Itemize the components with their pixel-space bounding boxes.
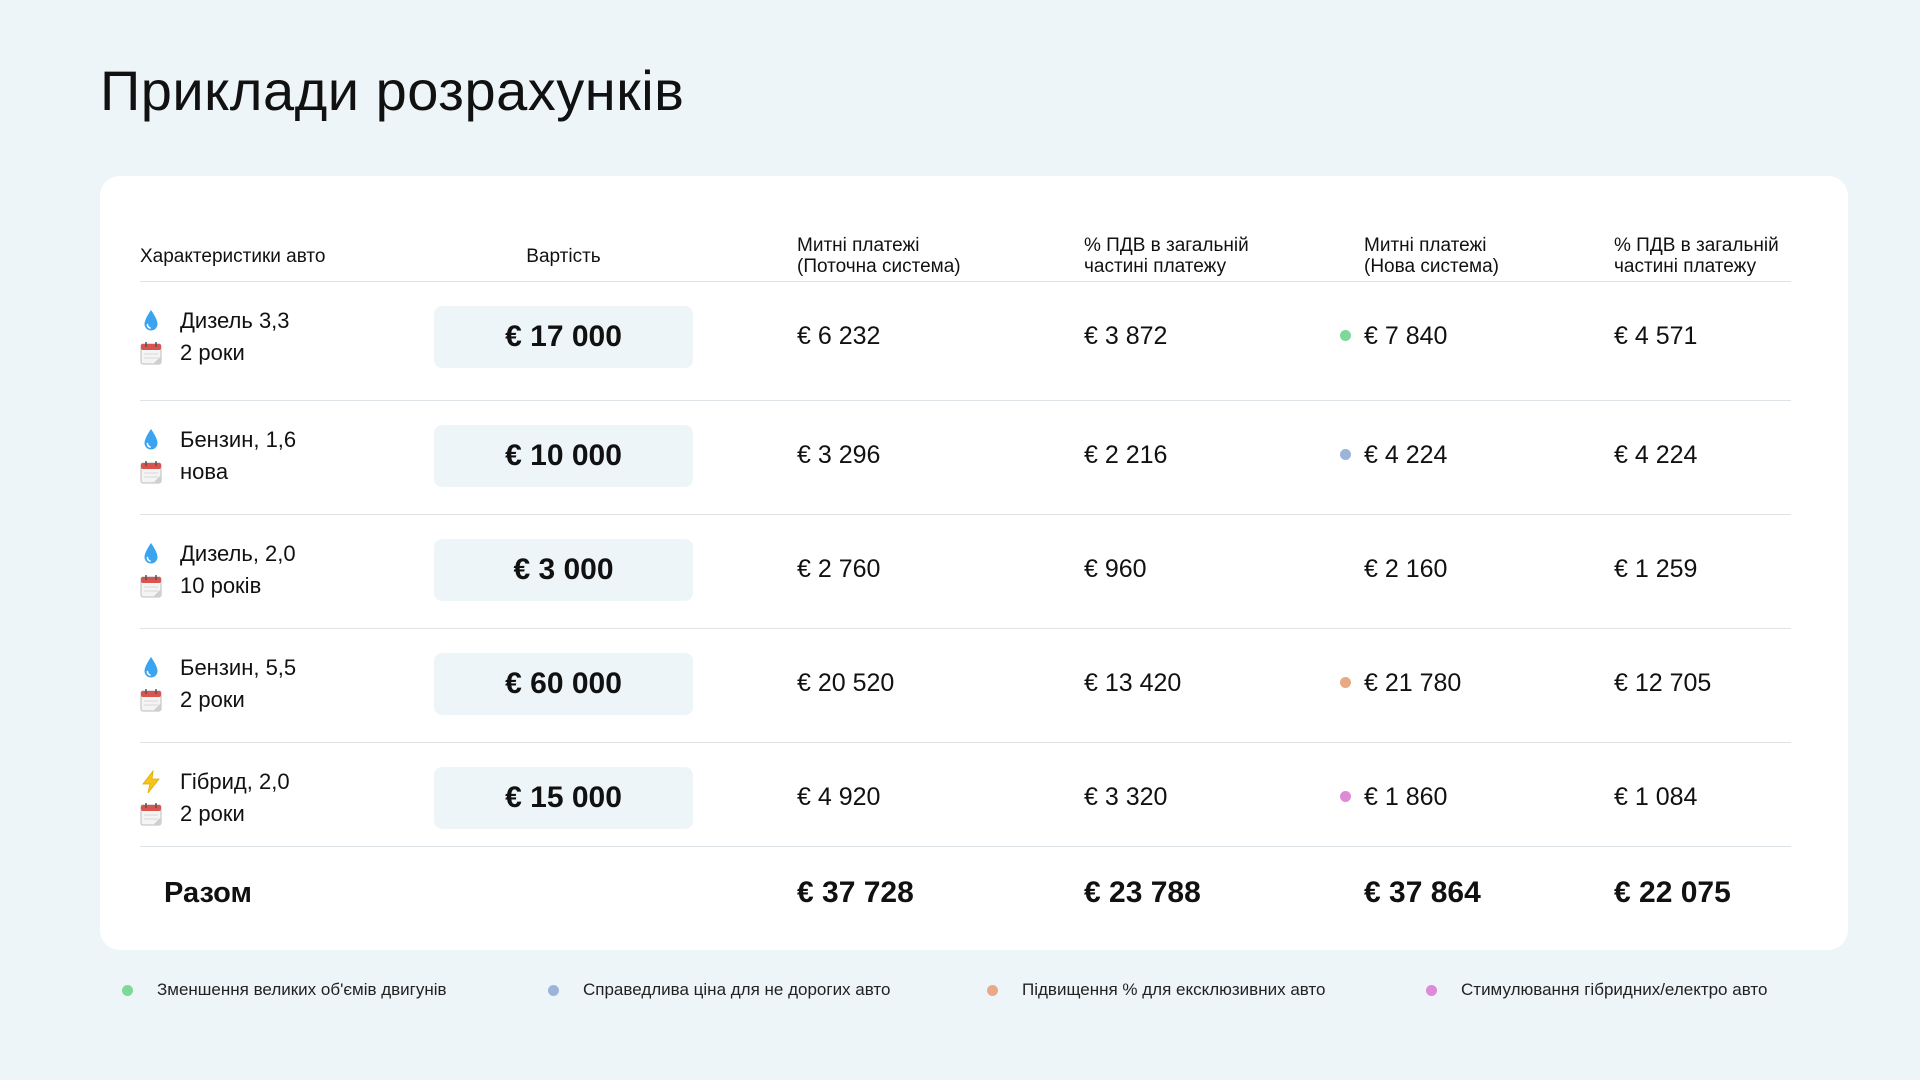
vat-current-cell: € 3 320 [1084, 783, 1168, 811]
vat-new-cell: € 4 571 [1614, 322, 1698, 350]
legend-item [987, 980, 1325, 1000]
legend-dot [548, 985, 559, 996]
header-customs-current: Митні платежі (Поточна система) [797, 235, 961, 277]
price-cell: € 15 000 [434, 767, 693, 829]
legend-label: Підвищення % для ексклюзивних авто [1022, 980, 1326, 999]
car-characteristics [140, 652, 420, 716]
vat-new-cell: € 12 705 [1614, 669, 1712, 697]
car-age: 2 роки [180, 340, 245, 365]
water-drop-icon [140, 427, 162, 453]
calendar-icon [140, 687, 162, 713]
table-row [100, 629, 1848, 742]
legend-item [548, 980, 890, 1000]
header-vat-new: % ПДВ в загальній частині платежу [1614, 235, 1779, 277]
water-drop-icon [140, 541, 162, 567]
customs-new-cell: € 1 860 [1364, 783, 1448, 811]
header-customs-new: Митні платежі (Нова система) [1364, 235, 1499, 277]
vat-new-cell: € 1 259 [1614, 555, 1698, 583]
table-row [100, 282, 1848, 395]
customs-new-cell: € 21 780 [1364, 669, 1462, 697]
engine-spec: Бензин, 1,6 [180, 427, 297, 452]
car-age: нова [180, 459, 229, 484]
page-title: Приклади розрахунків [100, 59, 685, 122]
total-label: Разом [164, 877, 252, 909]
engine-spec: Дизель 3,3 [180, 308, 290, 333]
total-customs-new: € 37 864 [1364, 876, 1481, 909]
legend-item [1426, 980, 1767, 1000]
customs-new-cell: € 2 160 [1364, 555, 1448, 583]
customs-current-cell: € 3 296 [797, 441, 881, 469]
vat-current-cell: € 3 872 [1084, 322, 1168, 350]
total-vat-new: € 22 075 [1614, 876, 1731, 909]
water-drop-icon [140, 655, 162, 681]
price-cell: € 17 000 [434, 306, 693, 368]
legend-dot [1426, 985, 1437, 996]
water-drop-icon [140, 308, 162, 334]
car-characteristics [140, 305, 420, 369]
legend [0, 980, 1920, 1004]
vat-current-cell: € 960 [1084, 555, 1147, 583]
calendar-icon [140, 573, 162, 599]
engine-spec: Гібрид, 2,0 [180, 769, 290, 794]
table-row [100, 401, 1848, 514]
customs-current-cell: € 20 520 [797, 669, 895, 697]
vat-current-cell: € 13 420 [1084, 669, 1182, 697]
car-characteristics [140, 766, 420, 830]
total-vat-current: € 23 788 [1084, 876, 1201, 909]
engine-spec: Дизель, 2,0 [180, 541, 296, 566]
calendar-icon [140, 801, 162, 827]
engine-spec: Бензин, 5,5 [180, 655, 297, 680]
legend-item [122, 980, 447, 1000]
customs-new-cell: € 7 840 [1364, 322, 1448, 350]
legend-label: Зменшення великих об'ємів двигунів [157, 980, 447, 999]
header-vat-current: % ПДВ в загальній частині платежу [1084, 235, 1249, 277]
price-cell: € 3 000 [434, 539, 693, 601]
customs-current-cell: € 6 232 [797, 322, 881, 350]
table-row [100, 743, 1848, 856]
legend-dot [122, 985, 133, 996]
header-price: Вартість [526, 245, 601, 267]
category-dot [1340, 449, 1351, 460]
category-dot [1340, 330, 1351, 341]
car-characteristics [140, 538, 420, 602]
price-cell: € 60 000 [434, 653, 693, 715]
calendar-icon [140, 340, 162, 366]
legend-dot [987, 985, 998, 996]
table-row [100, 515, 1848, 628]
lightning-icon [140, 769, 162, 795]
header-car-characteristics: Характеристики авто [140, 245, 326, 267]
price-cell: € 10 000 [434, 425, 693, 487]
vat-new-cell: € 4 224 [1614, 441, 1698, 469]
vat-current-cell: € 2 216 [1084, 441, 1168, 469]
car-characteristics [140, 424, 420, 488]
category-dot [1340, 677, 1351, 688]
category-dot [1340, 791, 1351, 802]
vat-new-cell: € 1 084 [1614, 783, 1698, 811]
car-age: 2 роки [180, 687, 245, 712]
legend-label: Справедлива ціна для не дорогих авто [583, 980, 891, 999]
car-age: 2 роки [180, 801, 245, 826]
calendar-icon [140, 459, 162, 485]
legend-label: Стимулювання гібридних/електро авто [1461, 980, 1768, 999]
customs-new-cell: € 4 224 [1364, 441, 1448, 469]
total-divider [140, 846, 1791, 847]
calculation-table [100, 176, 1848, 950]
customs-current-cell: € 4 920 [797, 783, 881, 811]
car-age: 10 років [180, 573, 262, 598]
customs-current-cell: € 2 760 [797, 555, 881, 583]
total-customs-current: € 37 728 [797, 876, 914, 909]
